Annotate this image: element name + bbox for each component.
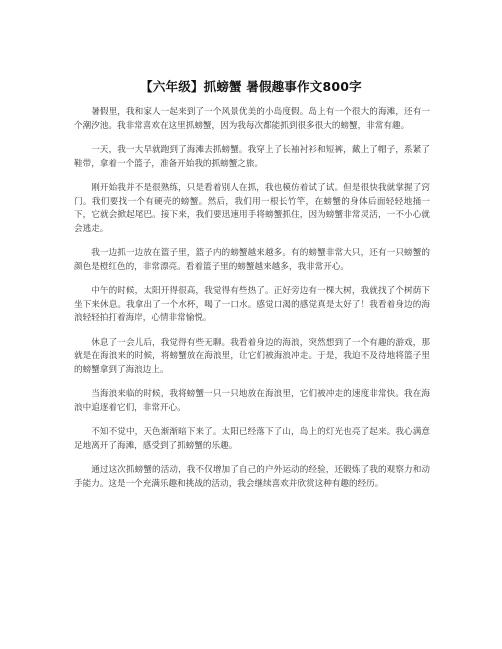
paragraph-3: 刚开始我并不是很熟练，只是看着别人在抓，我也模仿着试了试。但是很快我就掌握了窍门。我们要找一个有硬壳的螃蟹。然后，我们用一根长竹竿，在螃蟹的身体后面轻轻地捅一下，它就会掀起尾巴。接下来，我们要迅速用手将螃蟹抓住，因为螃蟹非常灵活，一不小心就会逃走。 [74,183,430,234]
document-title: 【六年级】抓螃蟹 暑假趣事作文800字 [140,79,362,94]
paragraph-9: 通过这次抓螃蟹的活动，我不仅增加了自己的户外运动的经验，还锻炼了我的观察力和动手能力。这是一个充满乐趣和挑战的活动，我会继续喜欢并欣赏这种有趣的经历。 [74,465,430,489]
paragraph-1: 暑假里，我和家人一起来到了一个风景优美的小岛度假。岛上有一个很大的海滩，还有一个潮汐池。我非常喜欢在这里抓螃蟹，因为我每次都能抓到很多很大的螃蟹，非常有趣。 [74,107,430,131]
paragraph-5: 中午的时候，太阳开得很高，我觉得有些热了。正好旁边有一棵大树，我就找了个树荫下坐下来休息。我拿出了一个水杯，喝了一口水。感觉口渴的感觉真是太好了！我看着身边的海浪轻轻拍打着海岸，心情非常愉悦。 [74,286,430,323]
document-body [74,106,430,502]
paragraph-4: 我一边抓一边放在篮子里，篮子内的螃蟹越来越多。有的螃蟹非常大只，还有一只螃蟹的颜色是橙红色的，非常漂亮。看着篮子里的螃蟹越来越多，我非常开心。 [74,248,430,272]
paragraph-7: 当海浪来临的时候，我将螃蟹一只一只地放在海浪里，它们被冲走的速度非常快。我在海浪中追逐着它们，非常开心。 [74,389,430,413]
paragraph-2: 一天，我一大早就跑到了海滩去抓螃蟹。我穿上了长袖衬衫和短裤，戴上了帽子，系紧了鞋带，拿着一个篮子，准备开始我的抓螃蟹之旅。 [74,145,430,169]
paragraph-6: 休息了一会儿后，我觉得有些无聊。我看着身边的海浪，突然想到了一个有趣的游戏，那就是在海浪来的时候，将螃蟹放在海浪里，让它们被海浪冲走。于是，我迫不及待地将篮子里的螃蟹拿到了海浪边上。 [74,337,430,375]
paragraph-8: 不知不觉中，天色渐渐暗下来了。太阳已经落下了山，岛上的灯光也亮了起来。我心满意足地离开了海滩，感受到了抓螃蟹的乐趣。 [74,427,430,451]
